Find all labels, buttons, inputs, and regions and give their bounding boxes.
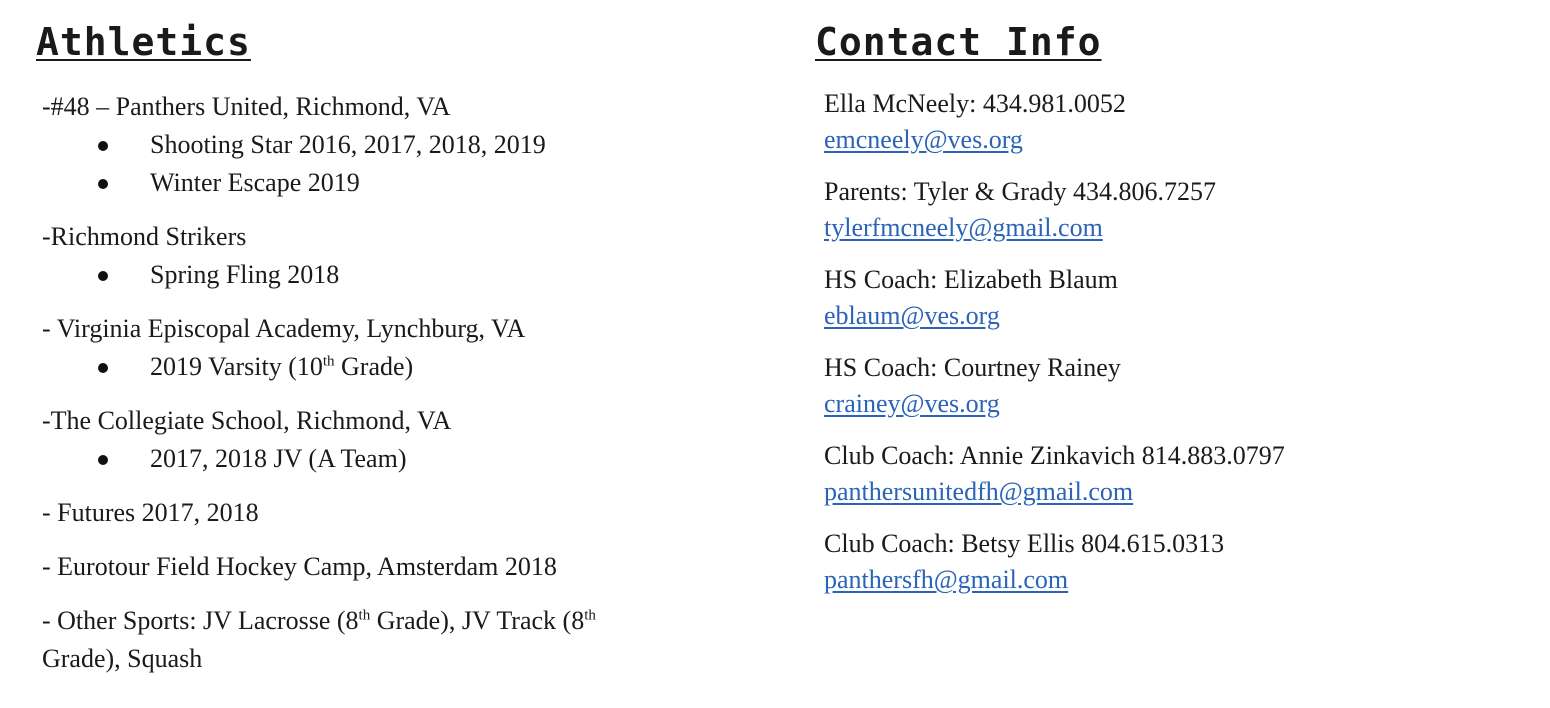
bullet-item: 2017, 2018 JV (A Team)	[42, 440, 736, 478]
bullet-list	[42, 348, 736, 386]
entry-line: -The Collegiate School, Richmond, VA	[42, 406, 452, 435]
athletics-entry-other-sports	[42, 602, 736, 678]
contact-section	[815, 18, 1515, 614]
contact-text: Club Coach: Annie Zinkavich 814.883.0797	[824, 441, 1285, 470]
bullet-icon	[98, 141, 108, 151]
contact-entry	[824, 526, 1515, 598]
entry-line: Grade), Squash	[42, 644, 203, 673]
contact-text: Ella McNeely: 434.981.0052	[824, 89, 1126, 118]
bullet-item: 2019 Varsity (10th Grade)	[42, 348, 736, 386]
entry-line: - Virginia Episcopal Academy, Lynchburg, VA	[42, 314, 526, 343]
athletics-list	[42, 88, 736, 678]
athletics-entry	[42, 218, 736, 294]
bullet-list	[42, 440, 736, 478]
athletics-entry	[42, 548, 736, 586]
contact-entry	[824, 350, 1515, 422]
athletics-entry	[42, 310, 736, 386]
bullet-item: Spring Fling 2018	[42, 256, 736, 294]
contact-list	[824, 86, 1515, 598]
athletics-section	[36, 18, 736, 694]
contact-text: Club Coach: Betsy Ellis 804.615.0313	[824, 529, 1225, 558]
email-link[interactable]: eblaum@ves.org	[824, 301, 1000, 330]
email-link[interactable]: tylerfmcneely@gmail.com	[824, 213, 1103, 242]
entry-line: - Eurotour Field Hockey Camp, Amsterdam 2018	[42, 552, 557, 581]
email-link[interactable]: emcneely@ves.org	[824, 125, 1023, 154]
entry-line: -#48 – Panthers United, Richmond, VA	[42, 92, 451, 121]
contact-text: HS Coach: Courtney Rainey	[824, 353, 1121, 382]
entry-line: - Other Sports: JV Lacrosse (8th Grade), JV Track (8th	[42, 606, 596, 635]
bullet-icon	[98, 179, 108, 189]
bullet-item: Winter Escape 2019	[42, 164, 736, 202]
contact-heading: Contact Info	[815, 20, 1102, 64]
contact-text: Parents: Tyler & Grady 434.806.7257	[824, 177, 1216, 206]
contact-entry	[824, 262, 1515, 334]
bullet-icon	[98, 271, 108, 281]
entry-line: - Futures 2017, 2018	[42, 498, 259, 527]
athletics-entry	[42, 402, 736, 478]
bullet-list	[42, 126, 736, 202]
bullet-list	[42, 256, 736, 294]
bullet-item: Shooting Star 2016, 2017, 2018, 2019	[42, 126, 736, 164]
contact-entry	[824, 174, 1515, 246]
contact-entry	[824, 438, 1515, 510]
contact-entry	[824, 86, 1515, 158]
email-link[interactable]: panthersfh@gmail.com	[824, 565, 1069, 594]
athletics-entry	[42, 494, 736, 532]
email-link[interactable]: panthersunitedfh@gmail.com	[824, 477, 1134, 506]
athletics-entry	[42, 88, 736, 202]
contact-text: HS Coach: Elizabeth Blaum	[824, 265, 1118, 294]
bullet-icon	[98, 363, 108, 373]
email-link[interactable]: crainey@ves.org	[824, 389, 1000, 418]
athletics-heading: Athletics	[36, 20, 251, 64]
bullet-icon	[98, 455, 108, 465]
entry-line: -Richmond Strikers	[42, 222, 247, 251]
